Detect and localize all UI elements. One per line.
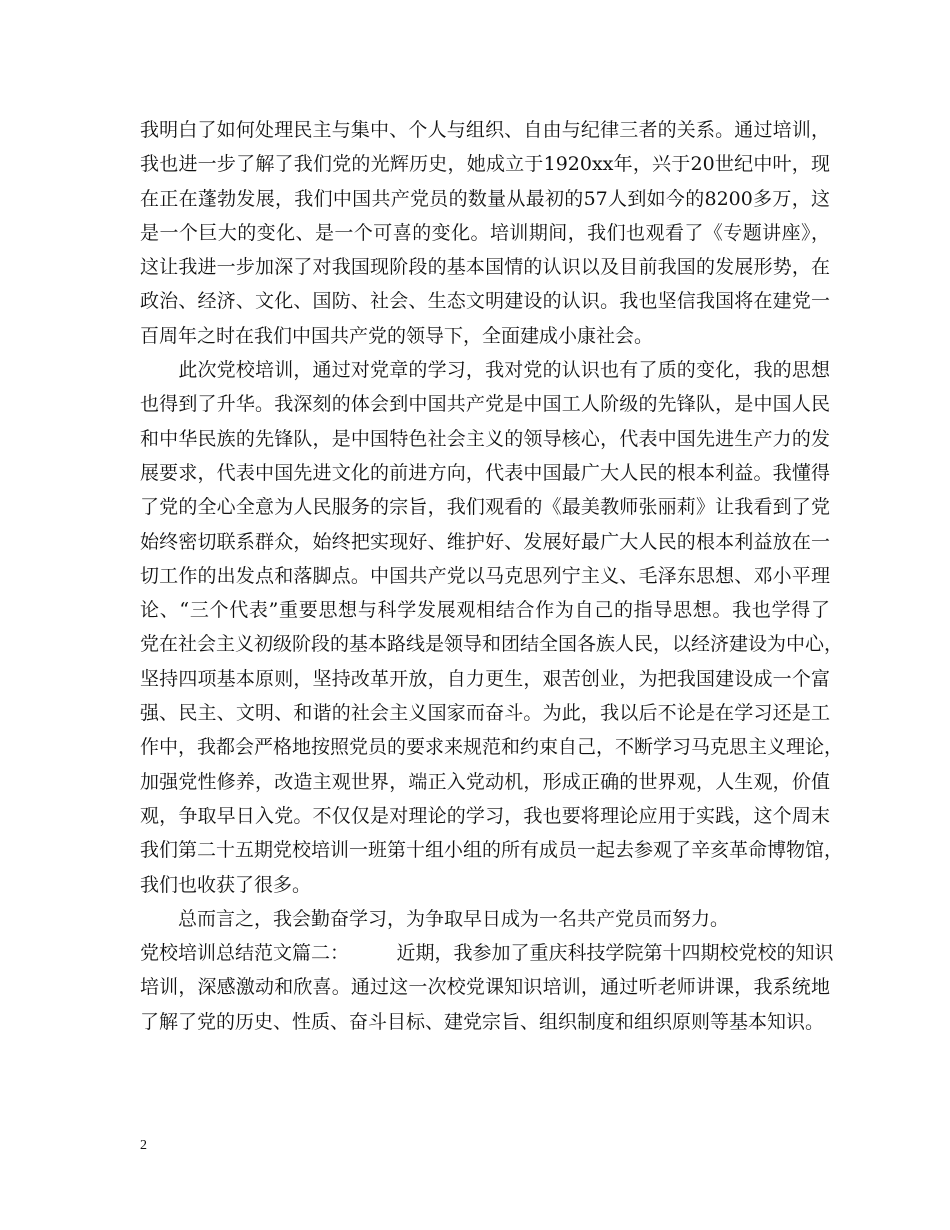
text-line: 党在社会主义初级阶段的基本路线是领导和团结全国各族人民，以经济建设为中心， — [140, 633, 844, 656]
page-number: 2 — [140, 1138, 147, 1153]
text-line: 始终密切联系群众，始终把实现好、维护好、发展好最广大人民的根本利益放在一 — [140, 530, 830, 553]
text-line: 政治、经济、文化、国防、社会、生态文明建设的认识。我也坚信我国将在建党一 — [140, 290, 830, 313]
text-line: 我也进一步了解了我们党的光辉历史，她成立于1920xx年，兴于20世纪中叶，现 — [140, 153, 830, 176]
text-line: 了解了党的历史、性质、奋斗目标、建党宗旨、组织制度和组织原则等基本知识。 — [140, 1010, 825, 1033]
text-line: 培训，深感激动和欣喜。通过这一次校党课知识培训，通过听老师讲课，我系统地 — [140, 976, 830, 999]
text-line: 百周年之时在我们中国共产党的领导下，全面建成小康社会。 — [140, 324, 654, 347]
text-line: 在正在蓬勃发展，我们中国共产党员的数量从最初的57人到如今的8200多万，这 — [140, 187, 830, 210]
text-line: 这让我进一步加深了对我国现阶段的基本国情的认识以及目前我国的发展形势，在 — [140, 256, 830, 279]
text-line: 我们也收获了很多。 — [140, 873, 312, 896]
text-line: 切工作的出发点和落脚点。中国共产党以马克思列宁主义、毛泽东思想、邓小平理 — [140, 564, 830, 587]
text-line: 展要求，代表中国先进文化的前进方向，代表中国最广大人民的根本利益。我懂得 — [140, 461, 830, 484]
text-line: 论、“三个代表”重要思想与科学发展观相结合作为自己的指导思想。我也学得了 — [140, 599, 830, 622]
text-line: 是一个巨大的变化、是一个可喜的变化。培训期间，我们也观看了《专题讲座》， — [140, 221, 830, 244]
text-line: 和中华民族的先锋队，是中国特色社会主义的领导核心，代表中国先进生产力的发 — [140, 427, 830, 450]
text-line: 坚持四项基本原则，坚持改革开放，自力更生，艰苦创业，为把我国建设成一个富 — [140, 667, 830, 690]
body-text — [140, 113, 844, 1039]
text-line: 也得到了升华。我深刻的体会到中国共产党是中国工人阶级的先锋队，是中国人民 — [140, 393, 830, 416]
text-line: 我们第二十五期党校培训一班第十组小组的所有成员一起去参观了辛亥革命博物馆， — [140, 839, 844, 862]
text-line: 作中，我都会严格地按照党员的要求来规范和约束自己，不断学习马克思主义理论， — [140, 736, 844, 759]
text-line: 了党的全心全意为人民服务的宗旨，我们观看的《最美教师张丽莉》让我看到了党 — [140, 496, 830, 519]
text-line: 党校培训总结范文篇二： 近期，我参加了重庆科技学院第十四期校党校的知识 — [140, 942, 834, 965]
text-line: 总而言之，我会勤奋学习，为争取早日成为一名共产党员而努力。 — [140, 907, 730, 930]
text-line: 观，争取早日入党。不仅仅是对理论的学习，我也要将理论应用于实践，这个周末 — [140, 804, 830, 827]
text-line: 加强党性修养，改造主观世界，端正入党动机，形成正确的世界观，人生观，价值 — [140, 770, 830, 793]
text-line: 我明白了如何处理民主与集中、个人与组织、自由与纪律三者的关系。通过培训， — [140, 119, 830, 141]
text-line: 强、民主、文明、和谐的社会主义国家而奋斗。为此，我以后不论是在学习还是工 — [140, 702, 830, 725]
text-line: 此次党校培训，通过对党章的学习，我对党的认识也有了质的变化，我的思想 — [140, 359, 830, 382]
